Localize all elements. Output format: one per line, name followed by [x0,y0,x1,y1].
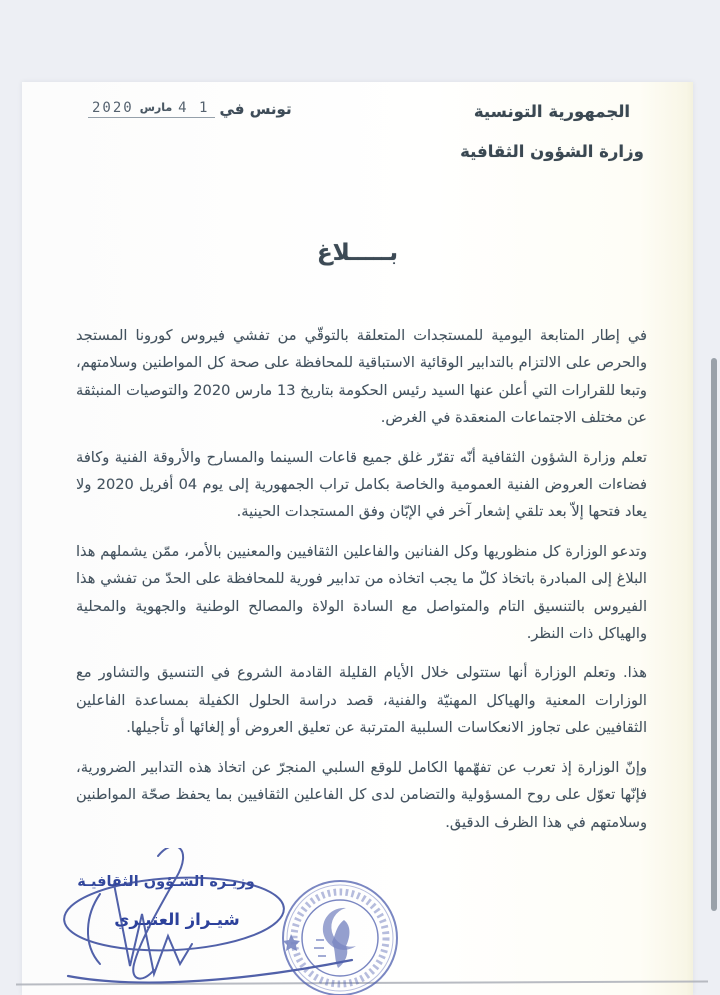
scrollbar-thumb[interactable] [711,358,717,911]
page-fold-line [16,980,708,985]
document-title: بـــــلاغ [316,240,399,266]
date-day: 1 4 [178,100,210,116]
date-year: 2020 [92,100,134,116]
paragraph-4: هذا. وتعلم الوزارة أنها ستتولى خلال الأيام القليلة القادمة الشروع في التنسيق والتشاور مع الوزارات المعنية والهياكل المهنيّة والفنية، قصد دراسة الحلول الكفيلة بمساعدة الفاعلين الثقافيين على تجاوز الانعكاسات السلبية المترتبة عن تعليق العروض أو إلغائها أو تأجيلها. [76,664,647,737]
document-page [22,82,693,995]
letterhead-republic: الجمهورية التونسية [473,102,631,121]
paragraph-2: تعلم وزارة الشؤون الثقافية أنّه تقرّر غلق جميع قاعات السينما والمسارح والأروقة الفنية وكافة فضاءات العروض الفنية العمومية والخاصة بكامل تراب الجمهورية إلى يوم 04 أفريل 2020 ولا يعاد فتحها إلاّ بعد تلقي إشعار آخر في الإبّان وفق المستجدات الحينية. [76,448,647,521]
date-month: مارس [139,101,173,114]
date-stamp [88,100,215,118]
signature-title: وزيـرة الشـؤون الثقافيـة [77,874,255,890]
signature-name: شيـراز العتيـري [114,910,240,929]
paragraph-1: في إطار المتابعة اليومية للمستجدات المتعلقة بالتوقّي من تفشي فيروس كورونا المستجد والحرص على الالتزام بالتدابير الوقائية الاستباقية للمحافظة على صحة كل المواطنين وسلامتهم، وتبعا للقرارات التي أعلن عنها السيد رئيس الحكومة بتاريخ 13 مارس 2020 والتوصيات المنبثقة عن مختلف الاجتماعات المنعقدة في الغرض. [76,327,647,427]
letterhead [437,92,667,172]
paragraph-3: وتدعو الوزارة كل منظوريها وكل الفنانين والفاعلين الثقافيين والمعنيين بالأمر، ممّن يشملهم هذا البلاغ إلى المبادرة باتخاذ كلّ ما يجب اتخاذه من تدابير فورية للمحافظة على الحدّ من تفشي هذا الفيروس بالتنسيق التام والمتواصل مع السادة الولاة والمصالح الوطنية والجهوية والمحلية والهياكل ذات النظر. [76,542,647,643]
document-body [76,322,647,848]
ministry-seal-stamp-icon [283,881,397,995]
letterhead-ministry: وزارة الشؤون الثقافية [460,142,644,161]
dateline [88,100,292,118]
paragraph-5: وإنّ الوزارة إذ تعرب عن تفهّمها الكامل للوقع السلبي المنجرّ عن اتخاذ هذه التدابير الضرورية، فإنّها تعوّل على روح المسؤولية والتضامن لدى كل الفاعلين الثقافيين بما يحفظ صحّة المواطنين وسلامتهم في هذا الظرف الدقيق. [76,758,647,831]
dateline-place-label: تونس في [219,100,292,118]
